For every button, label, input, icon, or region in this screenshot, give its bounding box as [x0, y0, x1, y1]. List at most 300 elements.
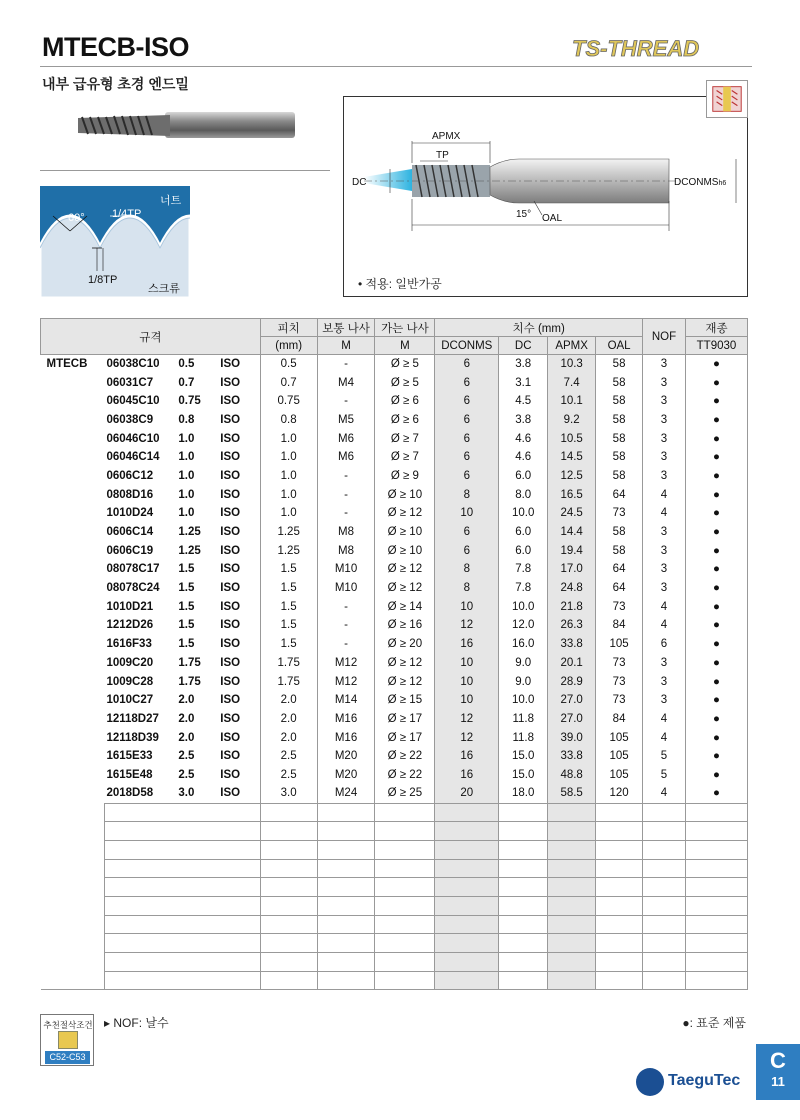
- pitch-cell: 2.0: [260, 710, 317, 729]
- empty-cell: [548, 859, 596, 878]
- dconms-cell: 10: [435, 654, 499, 673]
- coarse-cell: M12: [317, 654, 375, 673]
- empty-cell: [178, 822, 220, 841]
- empty-row: [41, 840, 748, 859]
- oal-cell: 64: [596, 579, 643, 598]
- eighth-pitch-label: 1/8TP: [88, 274, 118, 286]
- empty-cell: [685, 934, 747, 953]
- iso-cell: ISO: [220, 616, 260, 635]
- series-cell: [41, 616, 105, 635]
- coarse-cell: M6: [317, 429, 375, 448]
- series-cell: MTECB: [46, 358, 88, 371]
- iso-cell: ISO: [220, 784, 260, 803]
- nof-cell: 4: [643, 504, 686, 523]
- fine-cell: Ø ≥ 6: [375, 392, 435, 411]
- fine-cell: Ø ≥ 10: [375, 523, 435, 542]
- empty-cell: [499, 915, 548, 934]
- code-cell: 12118D27: [106, 712, 159, 725]
- empty-cell: [596, 934, 643, 953]
- table-row: [41, 784, 748, 803]
- apmx-cell: 33.8: [548, 635, 596, 654]
- nof-cell: 3: [643, 411, 686, 430]
- empty-cell: [41, 840, 105, 859]
- apmx-cell: 27.0: [548, 691, 596, 710]
- empty-cell: [548, 878, 596, 897]
- apmx-cell: 58.5: [548, 784, 596, 803]
- grade-cell: ●: [685, 710, 747, 729]
- table-row: [41, 691, 748, 710]
- empty-cell: [375, 878, 435, 897]
- dc-cell: 10.0: [499, 597, 548, 616]
- series-cell: [41, 728, 105, 747]
- iso-cell: ISO: [220, 504, 260, 523]
- grade-cell: ●: [685, 392, 747, 411]
- empty-cell: [260, 934, 317, 953]
- pitch-bold-cell: 1.0: [178, 469, 195, 482]
- dc-cell: 12.0: [499, 616, 548, 635]
- header-spec: 규격: [41, 319, 261, 355]
- pitch-cell: 1.0: [260, 467, 317, 486]
- pitch-cell: 0.5: [260, 355, 317, 374]
- empty-cell: [685, 803, 747, 822]
- oal-cell: 58: [596, 355, 643, 374]
- empty-cell: [41, 859, 105, 878]
- table-row: [41, 355, 748, 374]
- empty-cell: [375, 971, 435, 990]
- empty-cell: [260, 915, 317, 934]
- pitch-cell: 1.0: [260, 448, 317, 467]
- series-cell: [41, 766, 105, 785]
- grade-cell: ●: [685, 523, 747, 542]
- empty-cell: [317, 934, 375, 953]
- nof-cell: 3: [643, 672, 686, 691]
- code-cell: 0606C14: [106, 526, 154, 539]
- empty-cell: [499, 840, 548, 859]
- oal-cell: 58: [596, 392, 643, 411]
- empty-cell: [548, 803, 596, 822]
- coarse-cell: M8: [317, 523, 375, 542]
- empty-cell: [220, 934, 260, 953]
- oal-cell: 84: [596, 616, 643, 635]
- empty-cell: [178, 953, 220, 972]
- empty-cell: [317, 840, 375, 859]
- section-tab: [756, 1044, 800, 1100]
- table-row: [41, 392, 748, 411]
- code-cell: 1009C28: [106, 675, 154, 688]
- table-row: [41, 411, 748, 430]
- nof-cell: 5: [643, 766, 686, 785]
- empty-cell: [375, 934, 435, 953]
- nof-cell: 4: [643, 597, 686, 616]
- empty-cell: [685, 971, 747, 990]
- empty-cell: [643, 878, 686, 897]
- coarse-cell: -: [317, 467, 375, 486]
- pitch-cell: 3.0: [260, 784, 317, 803]
- dconms-label: DCONMSh6: [674, 177, 727, 188]
- dconms-cell: 16: [435, 635, 499, 654]
- table-row: [41, 728, 748, 747]
- empty-cell: [435, 896, 499, 915]
- apmx-cell: 12.5: [548, 467, 596, 486]
- apmx-cell: 27.0: [548, 710, 596, 729]
- empty-cell: [260, 971, 317, 990]
- photo-divider: [40, 170, 330, 171]
- pitch-cell: 1.0: [260, 485, 317, 504]
- dc-cell: 8.0: [499, 485, 548, 504]
- page-title: MTECB-ISO: [42, 32, 189, 62]
- dconms-cell: 8: [435, 485, 499, 504]
- fine-cell: Ø ≥ 5: [375, 355, 435, 374]
- empty-cell: [220, 803, 260, 822]
- coarse-cell: -: [317, 485, 375, 504]
- apmx-cell: 10.3: [548, 355, 596, 374]
- table-row: [41, 710, 748, 729]
- apmx-cell: 16.5: [548, 485, 596, 504]
- empty-cell: [41, 971, 105, 990]
- coarse-cell: -: [317, 392, 375, 411]
- fine-cell: Ø ≥ 16: [375, 616, 435, 635]
- grade-cell: ●: [685, 373, 747, 392]
- iso-cell: ISO: [220, 541, 260, 560]
- dconms-cell: 8: [435, 560, 499, 579]
- empty-cell: [375, 859, 435, 878]
- series-cell: [41, 429, 105, 448]
- empty-cell: [317, 896, 375, 915]
- oal-cell: 105: [596, 635, 643, 654]
- application-note: • 적용: 일반가공: [358, 277, 442, 291]
- apmx-cell: 10.1: [548, 392, 596, 411]
- fine-cell: Ø ≥ 12: [375, 579, 435, 598]
- pitch-bold-cell: 1.0: [178, 432, 195, 445]
- pitch-bold-cell: 2.0: [178, 694, 195, 707]
- series-cell: [41, 448, 105, 467]
- series-cell: [41, 523, 105, 542]
- header-oal: OAL: [596, 337, 643, 355]
- code-cell: 06038C10: [106, 358, 160, 371]
- apmx-cell: 26.3: [548, 616, 596, 635]
- grade-cell: ●: [685, 616, 747, 635]
- dc-cell: 7.8: [499, 560, 548, 579]
- empty-cell: [548, 840, 596, 859]
- pitch-bold-cell: 1.5: [178, 582, 195, 595]
- page-subtitle: 내부 급유형 초경 엔드밀: [42, 76, 189, 92]
- empty-cell: [435, 822, 499, 841]
- dc-cell: 7.8: [499, 579, 548, 598]
- header-coarse-unit: M: [317, 337, 375, 355]
- table-row: [41, 635, 748, 654]
- fine-cell: Ø ≥ 20: [375, 635, 435, 654]
- dconms-cell: 12: [435, 728, 499, 747]
- empty-cell: [685, 896, 747, 915]
- empty-cell: [220, 878, 260, 897]
- iso-cell: ISO: [220, 523, 260, 542]
- recommended-conditions-box[interactable]: [40, 1014, 94, 1066]
- pitch-bold-cell: 1.5: [178, 638, 195, 651]
- empty-cell: [41, 878, 105, 897]
- code-cell: 0606C12: [106, 469, 154, 482]
- empty-cell: [685, 915, 747, 934]
- oal-cell: 73: [596, 672, 643, 691]
- grade-cell: ●: [685, 747, 747, 766]
- pitch-cell: 1.0: [260, 429, 317, 448]
- header-grade-name: TT9030: [685, 337, 747, 355]
- empty-cell: [548, 934, 596, 953]
- fine-cell: Ø ≥ 5: [375, 373, 435, 392]
- empty-cell: [104, 915, 178, 934]
- empty-cell: [499, 934, 548, 953]
- grade-cell: ●: [685, 579, 747, 598]
- dconms-cell: 6: [435, 467, 499, 486]
- apmx-cell: 48.8: [548, 766, 596, 785]
- fine-cell: Ø ≥ 10: [375, 485, 435, 504]
- oal-cell: 64: [596, 560, 643, 579]
- nof-cell: 3: [643, 448, 686, 467]
- dc-cell: 11.8: [499, 710, 548, 729]
- table-row: [41, 485, 748, 504]
- pitch-cell: 0.8: [260, 411, 317, 430]
- apmx-cell: 14.4: [548, 523, 596, 542]
- code-cell: 1010D24: [106, 507, 154, 520]
- pitch-cell: 1.0: [260, 504, 317, 523]
- header-grade: 재종: [685, 319, 747, 337]
- taegutec-logo-icon: [636, 1068, 664, 1096]
- table-row: [41, 523, 748, 542]
- series-cell: [41, 467, 105, 486]
- nof-cell: 4: [643, 784, 686, 803]
- empty-cell: [435, 878, 499, 897]
- empty-cell: [643, 971, 686, 990]
- table-row: [41, 504, 748, 523]
- oal-cell: 105: [596, 747, 643, 766]
- series-cell: [41, 504, 105, 523]
- nof-cell: 4: [643, 728, 686, 747]
- header-coarse: 보통 나사: [317, 319, 375, 337]
- fine-cell: Ø ≥ 25: [375, 784, 435, 803]
- empty-cell: [435, 803, 499, 822]
- empty-row: [41, 934, 748, 953]
- nof-cell: 6: [643, 635, 686, 654]
- empty-cell: [685, 953, 747, 972]
- company-logo-text: TaeguTec: [668, 1072, 741, 1089]
- empty-cell: [596, 822, 643, 841]
- iso-cell: ISO: [220, 373, 260, 392]
- fine-cell: Ø ≥ 7: [375, 429, 435, 448]
- pitch-bold-cell: 0.8: [178, 413, 195, 426]
- coarse-cell: M12: [317, 672, 375, 691]
- empty-cell: [499, 803, 548, 822]
- nof-cell: 3: [643, 560, 686, 579]
- code-cell: 1212D26: [106, 619, 154, 632]
- coarse-cell: M5: [317, 411, 375, 430]
- header-fine-unit: M: [375, 337, 435, 355]
- coarse-cell: M24: [317, 784, 375, 803]
- apmx-label: APMX: [432, 131, 461, 142]
- empty-cell: [104, 878, 178, 897]
- code-cell: 0808D16: [106, 488, 154, 501]
- fine-cell: Ø ≥ 15: [375, 691, 435, 710]
- empty-cell: [548, 971, 596, 990]
- empty-cell: [317, 953, 375, 972]
- fine-cell: Ø ≥ 22: [375, 766, 435, 785]
- iso-cell: ISO: [220, 710, 260, 729]
- header-pitch-unit: (mm): [260, 337, 317, 355]
- pitch-bold-cell: 1.75: [178, 656, 201, 669]
- coarse-cell: -: [317, 355, 375, 374]
- oal-cell: 58: [596, 467, 643, 486]
- empty-cell: [499, 896, 548, 915]
- code-cell: 08078C17: [106, 563, 160, 576]
- nof-cell: 3: [643, 355, 686, 374]
- fine-cell: Ø ≥ 12: [375, 504, 435, 523]
- coarse-cell: -: [317, 597, 375, 616]
- empty-cell: [104, 822, 178, 841]
- pitch-bold-cell: 0.5: [178, 358, 195, 371]
- dconms-cell: 12: [435, 710, 499, 729]
- empty-cell: [41, 896, 105, 915]
- empty-cell: [317, 803, 375, 822]
- fine-cell: Ø ≥ 14: [375, 597, 435, 616]
- code-cell: 06045C10: [106, 395, 160, 408]
- iso-cell: ISO: [220, 691, 260, 710]
- dc-cell: 4.6: [499, 448, 548, 467]
- empty-row: [41, 803, 748, 822]
- series-cell: [41, 672, 105, 691]
- grade-cell: ●: [685, 560, 747, 579]
- grade-cell: ●: [685, 541, 747, 560]
- oal-cell: 58: [596, 448, 643, 467]
- dconms-cell: 6: [435, 373, 499, 392]
- empty-cell: [220, 953, 260, 972]
- empty-cell: [685, 859, 747, 878]
- fine-cell: Ø ≥ 22: [375, 747, 435, 766]
- pitch-cell: 1.5: [260, 560, 317, 579]
- empty-cell: [260, 953, 317, 972]
- oal-cell: 73: [596, 654, 643, 673]
- nof-cell: 3: [643, 467, 686, 486]
- table-row: [41, 541, 748, 560]
- oal-cell: 73: [596, 504, 643, 523]
- dconms-cell: 8: [435, 579, 499, 598]
- fine-cell: Ø ≥ 10: [375, 541, 435, 560]
- pitch-bold-cell: 3.0: [178, 787, 195, 800]
- section-letter: C: [770, 1048, 786, 1073]
- pitch-bold-cell: 1.75: [178, 675, 201, 688]
- empty-cell: [178, 803, 220, 822]
- iso-cell: ISO: [220, 597, 260, 616]
- screw-label: 스크류: [148, 283, 180, 295]
- empty-cell: [220, 971, 260, 990]
- empty-cell: [260, 896, 317, 915]
- oal-cell: 64: [596, 485, 643, 504]
- empty-cell: [435, 915, 499, 934]
- code-cell: 06046C10: [106, 432, 160, 445]
- pitch-bold-cell: 2.0: [178, 731, 195, 744]
- pitch-bold-cell: 1.0: [178, 488, 195, 501]
- grade-cell: ●: [685, 672, 747, 691]
- empty-cell: [104, 896, 178, 915]
- empty-cell: [685, 840, 747, 859]
- coarse-cell: M10: [317, 560, 375, 579]
- empty-cell: [643, 915, 686, 934]
- iso-cell: ISO: [220, 411, 260, 430]
- empty-cell: [178, 840, 220, 859]
- empty-row: [41, 971, 748, 990]
- dconms-cell: 10: [435, 691, 499, 710]
- iso-cell: ISO: [220, 429, 260, 448]
- series-cell: [41, 597, 105, 616]
- grade-cell: ●: [685, 766, 747, 785]
- table-row: [41, 560, 748, 579]
- iso-cell: ISO: [220, 635, 260, 654]
- empty-cell: [435, 840, 499, 859]
- pitch-bold-cell: 0.75: [178, 395, 201, 408]
- table-row: [41, 597, 748, 616]
- apmx-cell: 19.4: [548, 541, 596, 560]
- series-cell: [41, 747, 105, 766]
- empty-row: [41, 896, 748, 915]
- code-cell: 0606C19: [106, 544, 154, 557]
- table-row: [41, 448, 748, 467]
- code-cell: 06046C14: [106, 451, 160, 464]
- pitch-cell: 2.0: [260, 691, 317, 710]
- iso-cell: ISO: [220, 654, 260, 673]
- dimension-diagram: [343, 96, 748, 297]
- empty-cell: [499, 859, 548, 878]
- empty-cell: [317, 915, 375, 934]
- header-apmx: APMX: [548, 337, 596, 355]
- empty-row: [41, 915, 748, 934]
- empty-cell: [596, 859, 643, 878]
- dc-cell: 4.5: [499, 392, 548, 411]
- coarse-cell: M20: [317, 766, 375, 785]
- pitch-bold-cell: 1.0: [178, 451, 195, 464]
- apmx-cell: 7.4: [548, 373, 596, 392]
- oal-cell: 58: [596, 411, 643, 430]
- oal-cell: 58: [596, 373, 643, 392]
- pitch-cell: 2.0: [260, 728, 317, 747]
- empty-row: [41, 859, 748, 878]
- rec-pages-link[interactable]: C52-C53: [45, 1051, 90, 1064]
- table-row: [41, 579, 748, 598]
- series-cell: [41, 485, 105, 504]
- empty-cell: [41, 953, 105, 972]
- header-nof: NOF: [643, 319, 686, 355]
- table-row: [41, 429, 748, 448]
- table-row: [41, 766, 748, 785]
- dc-cell: 10.0: [499, 504, 548, 523]
- oal-cell: 105: [596, 766, 643, 785]
- pitch-cell: 2.5: [260, 747, 317, 766]
- nof-cell: 3: [643, 654, 686, 673]
- apmx-cell: 14.5: [548, 448, 596, 467]
- table-row: [41, 616, 748, 635]
- fine-cell: Ø ≥ 12: [375, 560, 435, 579]
- apmx-cell: 9.2: [548, 411, 596, 430]
- grade-cell: ●: [685, 654, 747, 673]
- nof-legend: ▸ NOF: 날수: [104, 1016, 169, 1030]
- dc-cell: 15.0: [499, 766, 548, 785]
- empty-cell: [596, 896, 643, 915]
- iso-cell: ISO: [220, 560, 260, 579]
- pitch-cell: 1.5: [260, 579, 317, 598]
- empty-cell: [375, 953, 435, 972]
- pitch-cell: 1.5: [260, 597, 317, 616]
- empty-cell: [220, 896, 260, 915]
- brand-logo-text: TS-THREAD: [572, 36, 700, 61]
- pitch-bold-cell: 2.5: [178, 768, 195, 781]
- series-cell: [41, 691, 105, 710]
- dc-cell: 16.0: [499, 635, 548, 654]
